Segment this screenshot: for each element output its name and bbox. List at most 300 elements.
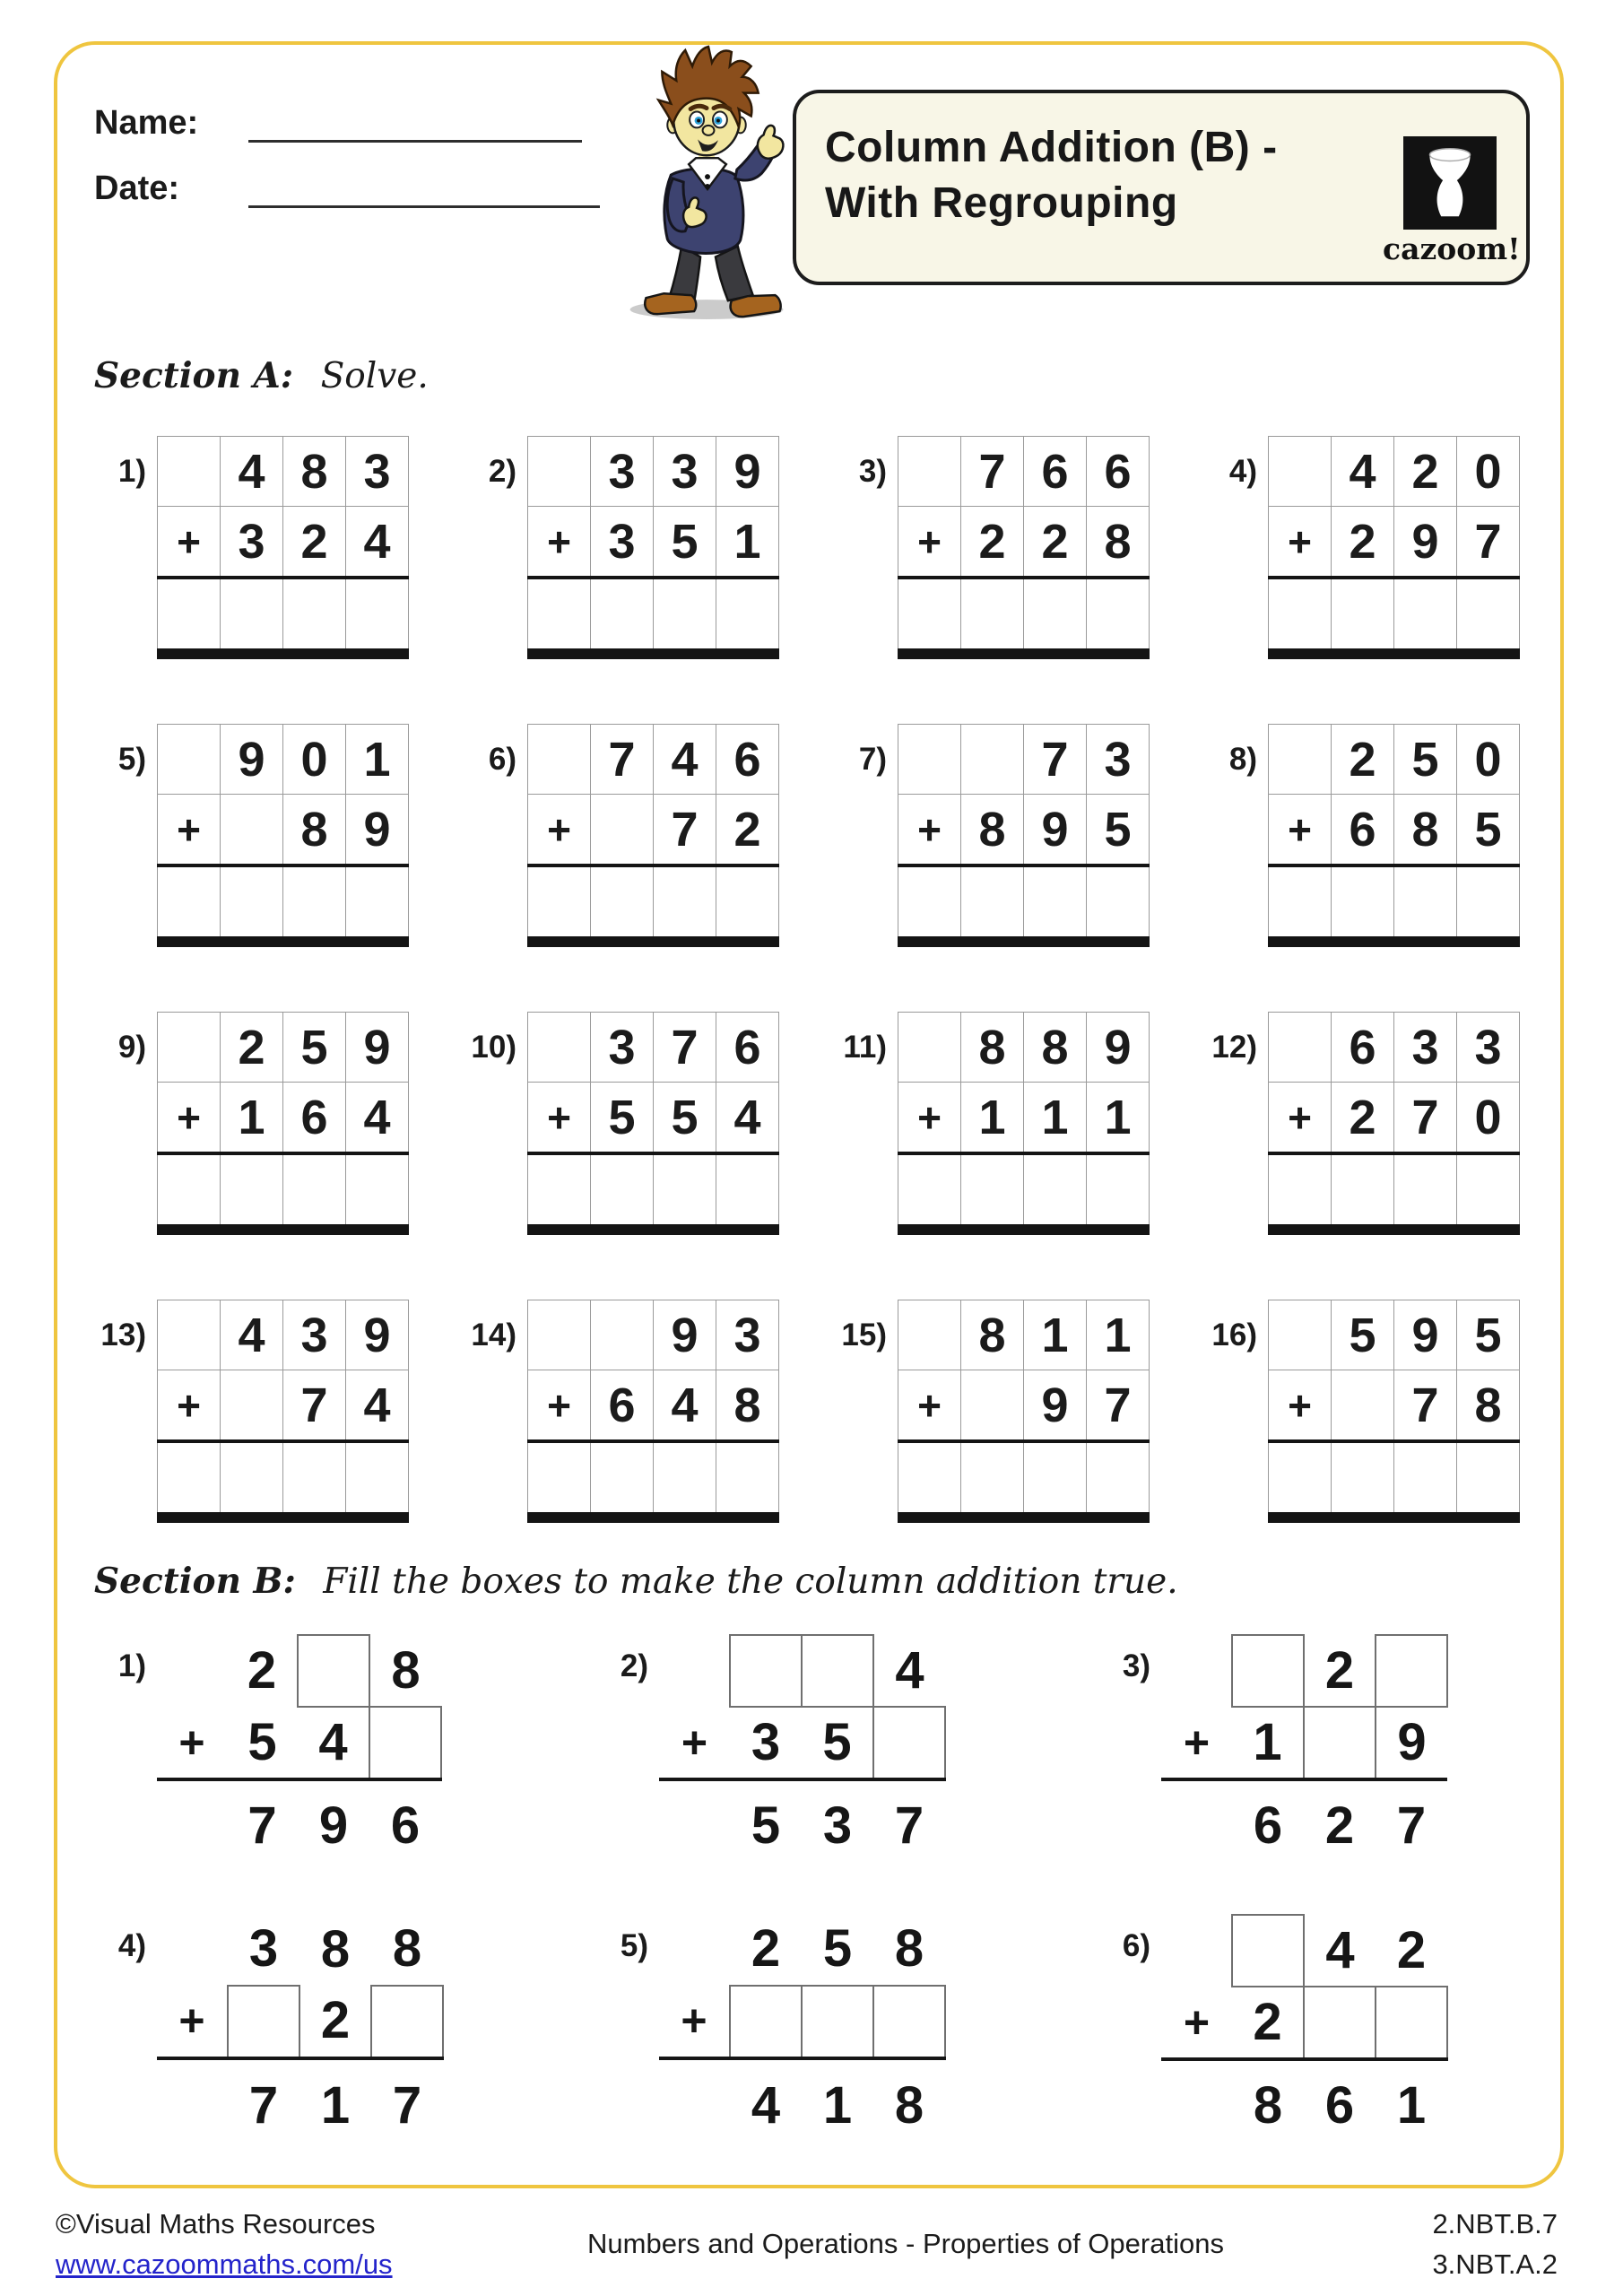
empty-cell [716,865,779,942]
grid-row [1269,795,1520,866]
fill-box [228,1986,299,2059]
empty-cell [1332,1153,1394,1230]
digit-cell: 3 [730,1707,802,1779]
plus-sign: + [158,1083,221,1154]
grid-row [528,1153,779,1230]
digit-cell: 3 [283,1300,346,1370]
empty-cell [898,578,961,654]
addition-problem [463,1300,833,1523]
empty-cell [1332,578,1394,654]
grid-row [898,1083,1150,1154]
grid-row [528,795,779,866]
title-line-1: Column Addition (B) - [825,124,1278,171]
digit-cell: 7 [961,437,1024,507]
addition-grid [157,436,409,659]
addition-problem [92,436,463,659]
empty-cell [1269,578,1332,654]
digit-cell: 9 [654,1300,716,1370]
addition-grid [1268,724,1520,947]
empty-cell [1457,1153,1520,1230]
digit-cell: 5 [654,507,716,578]
grid-row [528,1013,779,1083]
empty-cell [1087,1153,1150,1230]
empty-cell [659,1914,730,1986]
problem-number: 12) [1211,1030,1257,1065]
digit-cell: 2 [751,1919,781,1979]
plus-sign: + [158,507,221,578]
digit-cell: 8 [320,1919,351,1979]
addition-problem [595,1914,1097,2144]
addition-problem [92,1914,595,2144]
answer-digit: 8 [1253,2076,1283,2135]
empty-cell [898,1300,961,1370]
grid-row [898,865,1150,942]
empty-cell [1332,1370,1394,1442]
fill-box [873,1986,945,2059]
empty-cell [591,1153,654,1230]
fill-box [1232,1635,1304,1707]
plus-sign: + [898,1370,961,1442]
addition-grid [157,1634,442,1864]
digit-cell: 0 [283,725,346,795]
digit-cell: 4 [1325,1920,1355,1979]
fill-box [1376,1635,1447,1707]
empty-cell [528,1300,591,1370]
grid-row [158,795,409,866]
empty-cell [591,795,654,866]
digit-cell: 3 [1394,1013,1457,1083]
name-field [94,104,600,143]
plus-sign: + [1269,1083,1332,1154]
grid-row [158,507,409,578]
problem-number: 4) [1228,454,1257,489]
empty-cell [898,1013,961,1083]
grid-row [1161,1779,1447,1864]
grid-row [898,1153,1150,1230]
digit-cell: 1 [1024,1083,1087,1154]
grid-row [157,1986,443,2059]
digit-cell: 1 [1087,1300,1150,1370]
digit-cell: 2 [1332,1083,1394,1154]
plus-sign: + [158,795,221,866]
fill-box [730,1986,802,2059]
digit-cell: 2 [1324,1640,1355,1700]
problem-number: 4) [117,1928,146,1963]
empty-cell [158,437,221,507]
fill-box [369,1707,441,1779]
addition-grid [157,1012,409,1235]
answer-digit: 6 [1253,1796,1283,1855]
digit-cell: 8 [961,1300,1024,1370]
grid-row [158,1441,409,1518]
grid-row [659,1986,945,2059]
addition-problem [595,1634,1097,1864]
digit-cell: 2 [1396,1920,1427,1979]
answer-digit: 2 [1324,1796,1355,1855]
grid-row [157,1779,441,1864]
addition-problem [833,1300,1203,1523]
plus-sign: + [157,1707,227,1779]
addition-grid [659,1914,946,2144]
answer-digit: 7 [1396,1796,1427,1855]
addition-problem [1203,724,1574,947]
digit-cell: 1 [1024,1300,1087,1370]
grid-row [528,578,779,654]
grid-row [158,725,409,795]
grid-row [659,1707,945,1779]
digit-cell: 6 [716,1013,779,1083]
addition-grid [157,1300,409,1523]
problem-number: 10) [471,1030,516,1065]
standard-code-1: 2.NBT.B.7 [1432,2208,1558,2239]
digit-cell: 3 [1457,1013,1520,1083]
digit-cell: 8 [392,1919,422,1979]
answer-digit: 1 [320,2075,351,2135]
digit-cell: 4 [346,1083,409,1154]
section-a-label: Section A: [94,355,294,396]
grid-row [1161,2059,1447,2144]
digit-cell: 1 [716,507,779,578]
empty-cell [1457,578,1520,654]
grid-row [898,1013,1150,1083]
digit-cell: 8 [716,1370,779,1442]
problem-number: 2) [620,1648,648,1683]
addition-grid [1161,1634,1448,1864]
grid-row [528,1441,779,1518]
problem-number: 2) [488,454,516,489]
digit-cell: 7 [591,725,654,795]
digit-cell: 7 [1394,1083,1457,1154]
answer-digit: 6 [1324,2076,1355,2135]
digit-cell: 2 [283,507,346,578]
digit-cell: 9 [1376,1707,1447,1779]
answer-digit: 7 [247,1796,277,1855]
standard-code-2: 3.NBT.A.2 [1432,2248,1558,2280]
addition-grid [1268,436,1520,659]
grid-row [898,725,1150,795]
grid-row [1269,1153,1520,1230]
empty-cell [898,1441,961,1518]
empty-cell [1087,578,1150,654]
empty-cell [1024,1153,1087,1230]
grid-row [1269,1083,1520,1154]
empty-cell [528,865,591,942]
plus-sign: + [158,1370,221,1442]
digit-cell: 3 [1087,725,1150,795]
grid-row [1269,437,1520,507]
addition-grid [527,1300,779,1523]
grid-row [528,725,779,795]
grid-row [528,1300,779,1370]
empty-cell [283,865,346,942]
digit-cell: 5 [227,1707,298,1779]
addition-grid [157,1914,444,2144]
empty-cell [1269,865,1332,942]
empty-cell [898,437,961,507]
digit-cell: 3 [591,507,654,578]
empty-cell [221,865,283,942]
empty-cell [591,1300,654,1370]
digit-cell: 5 [1332,1300,1394,1370]
section-a-heading [94,355,429,396]
addition-grid [527,724,779,947]
empty-cell [346,1153,409,1230]
digit-cell: 6 [1332,795,1394,866]
addition-problem [1097,1914,1599,2144]
digit-cell: 8 [961,1013,1024,1083]
problem-number: 7) [858,742,887,777]
plus-sign: + [898,795,961,866]
empty-cell [1394,578,1457,654]
empty-cell [157,1635,227,1707]
section-b-heading [94,1561,1178,1602]
digit-cell: 1 [1087,1083,1150,1154]
empty-cell [528,437,591,507]
empty-cell [659,2058,730,2144]
digit-cell: 4 [221,437,283,507]
empty-cell [961,1153,1024,1230]
addition-problem [463,1012,833,1235]
digit-cell: 0 [1457,725,1520,795]
digit-cell: 6 [1087,437,1150,507]
plus-sign: + [1269,795,1332,866]
digit-cell: 2 [1394,437,1457,507]
empty-cell [961,865,1024,942]
answer-digit: 6 [390,1796,421,1855]
empty-cell [346,578,409,654]
digit-cell: 1 [221,1083,283,1154]
grid-row [898,578,1150,654]
fill-box [1304,1707,1376,1779]
digit-cell: 1 [961,1083,1024,1154]
digit-cell: 5 [822,1919,853,1979]
plus-sign: + [659,1986,730,2059]
answer-digit: 7 [392,2075,422,2135]
title-line-2: With Regrouping [825,179,1178,228]
digit-cell: 8 [894,1919,924,1979]
grid-row [157,1707,441,1779]
addition-problem [833,436,1203,659]
digit-cell: 6 [716,725,779,795]
grid-row [158,1153,409,1230]
empty-cell [1457,1441,1520,1518]
answer-digit: 8 [894,2075,924,2135]
empty-cell [221,1441,283,1518]
grid-row [659,1779,945,1864]
answer-digit: 9 [318,1796,349,1855]
plus-sign: + [898,1083,961,1154]
digit-cell: 9 [1024,795,1087,866]
problem-number: 1) [117,1648,146,1683]
empty-cell [1332,1441,1394,1518]
digit-cell: 3 [591,1013,654,1083]
digit-cell: 4 [346,507,409,578]
grid-row [158,1083,409,1154]
empty-cell [716,1441,779,1518]
fill-box [371,1986,443,2059]
empty-cell [1087,1441,1150,1518]
name-label: Name: [94,104,199,142]
addition-problem [1097,1634,1599,1864]
addition-problem [92,724,463,947]
fill-box [873,1707,945,1779]
digit-cell: 5 [1457,795,1520,866]
plus-sign: + [528,1083,591,1154]
problem-number: 5) [117,742,146,777]
digit-cell: 7 [1087,1370,1150,1442]
empty-cell [221,795,283,866]
addition-problem [1203,436,1574,659]
problem-number: 13) [100,1318,146,1352]
digit-cell: 8 [1394,795,1457,866]
answer-digit: 7 [248,2075,279,2135]
empty-cell [283,578,346,654]
problem-number: 14) [471,1318,516,1352]
section-a-instruction: Solve. [320,356,429,396]
addition-problem [92,1634,595,1864]
plus-sign: + [528,507,591,578]
plus-sign: + [528,1370,591,1442]
empty-cell [158,1153,221,1230]
addition-grid [527,1012,779,1235]
digit-cell: 5 [1087,795,1150,866]
digit-cell: 4 [1332,437,1394,507]
empty-cell [1269,725,1332,795]
digit-cell: 3 [654,437,716,507]
grid-row [157,1914,443,1986]
digit-cell: 3 [591,437,654,507]
grid-row [1269,725,1520,795]
section-b-problems [92,1634,1599,2144]
digit-cell: 8 [283,795,346,866]
fill-box [1304,1987,1376,2059]
empty-cell [654,1441,716,1518]
digit-cell: 2 [1232,1987,1304,2059]
answer-digit: 4 [751,2075,781,2135]
plus-sign: + [1161,1707,1232,1779]
empty-cell [158,1441,221,1518]
plus-sign: + [898,507,961,578]
empty-cell [1161,2059,1232,2144]
digit-cell: 8 [1024,1013,1087,1083]
answer-digit: 1 [822,2075,853,2135]
problem-number: 9) [117,1030,146,1065]
grid-row [898,795,1150,866]
addition-grid [527,436,779,659]
digit-cell: 9 [346,1013,409,1083]
addition-grid [898,1012,1150,1235]
addition-problem [833,1012,1203,1235]
plus-sign: + [1161,1987,1232,2059]
digit-cell: 8 [1087,507,1150,578]
problem-number: 5) [620,1928,648,1963]
digit-cell: 6 [1332,1013,1394,1083]
empty-cell [961,1441,1024,1518]
empty-cell [898,1153,961,1230]
grid-row [1161,1707,1447,1779]
addition-grid [898,724,1150,947]
digit-cell: 3 [716,1300,779,1370]
cazoom-logo [1383,136,1521,266]
digit-cell: 6 [1024,437,1087,507]
addition-problem [463,436,833,659]
empty-cell [659,1635,730,1707]
addition-grid [659,1634,946,1864]
empty-cell [1269,1441,1332,1518]
grid-row [659,1914,945,1986]
digit-cell: 9 [716,437,779,507]
digit-cell: 4 [654,1370,716,1442]
copyright-text: ©Visual Maths Resources [56,2208,376,2239]
digit-cell: 2 [247,1641,277,1700]
plus-sign: + [157,1986,228,2059]
student-fields [94,104,600,235]
addition-grid [898,1300,1150,1523]
digit-cell: 5 [1394,725,1457,795]
problem-number: 16) [1211,1318,1257,1352]
addition-problem [92,1300,463,1523]
grid-row [158,1300,409,1370]
empty-cell [1457,865,1520,942]
addition-grid [1161,1914,1448,2144]
empty-cell [1269,1300,1332,1370]
boy-mascot-illustration [606,45,812,321]
empty-cell [283,1441,346,1518]
plus-sign: + [1269,1370,1332,1442]
fill-box [730,1635,802,1707]
digit-cell: 2 [1332,507,1394,578]
worksheet-title [825,120,1278,232]
digit-cell: 2 [716,795,779,866]
grid-row [898,437,1150,507]
answer-digit: 3 [822,1796,853,1855]
answer-digit: 7 [894,1796,924,1855]
date-write-line [248,175,600,208]
empty-cell [528,578,591,654]
digit-cell: 8 [391,1640,421,1700]
problem-number: 15) [841,1318,887,1352]
digit-cell: 9 [346,1300,409,1370]
empty-cell [654,578,716,654]
date-label: Date: [94,170,180,207]
section-a-problems [92,436,1574,1523]
problem-number: 8) [1228,742,1257,777]
digit-cell: 6 [283,1083,346,1154]
grid-row [158,865,409,942]
empty-cell [157,2058,228,2144]
empty-cell [1161,1915,1232,1987]
addition-problem [1203,1300,1574,1523]
grid-row [898,1441,1150,1518]
website-link[interactable]: www.cazoommaths.com/us [56,2248,393,2280]
problem-number: 11) [843,1030,887,1065]
empty-cell [158,725,221,795]
digit-cell: 5 [591,1083,654,1154]
problem-number: 3) [1122,1648,1150,1683]
digit-cell: 2 [221,1013,283,1083]
digit-cell: 4 [298,1707,369,1779]
empty-cell [654,1153,716,1230]
grid-row [1269,1013,1520,1083]
digit-cell: 6 [591,1370,654,1442]
grid-row [1269,507,1520,578]
grid-row [158,1370,409,1442]
digit-cell: 1 [346,725,409,795]
fill-box [802,1635,873,1707]
fill-box [1376,1987,1447,2059]
digit-cell: 5 [1457,1300,1520,1370]
grid-row [528,437,779,507]
